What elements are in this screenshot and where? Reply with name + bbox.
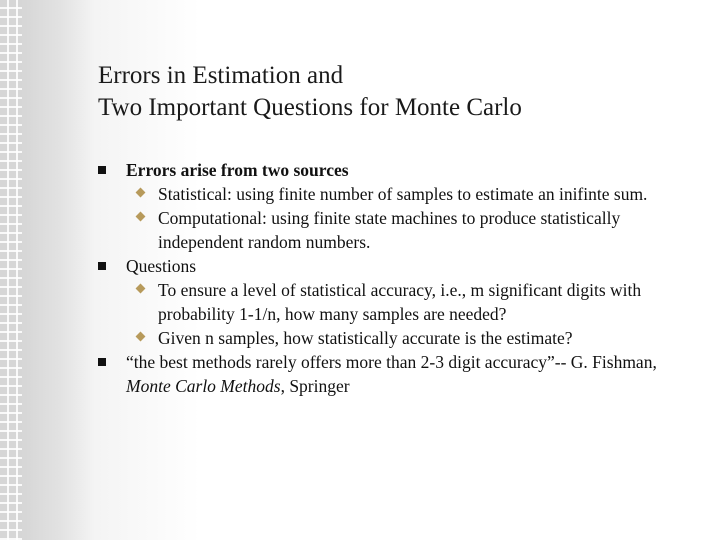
title-line-2: Two Important Questions for Monte Carlo — [98, 94, 522, 121]
sub-bullet-accuracy-question — [98, 278, 698, 326]
sub-bullet-text: Statistical: using finite number of samples to estimate an inifinte sum. — [158, 184, 648, 204]
book-title: Monte Carlo Methods — [126, 376, 281, 396]
slide-title — [98, 60, 698, 124]
quote-text: “the best methods rarely offers more than 2-3 digit accuracy”-- G. Fishman, — [126, 352, 657, 372]
sub-bullet-text: Given n samples, how statistically accurate is the estimate? — [158, 328, 573, 348]
diamond-bullet-icon — [136, 332, 146, 342]
sub-bullet-computational — [98, 206, 698, 254]
title-line-1: Errors in Estimation and — [98, 62, 344, 89]
bullet-errors-sources — [98, 158, 698, 182]
slide-content — [98, 158, 698, 398]
sub-bullet-samples-question — [98, 326, 698, 350]
diamond-bullet-icon — [136, 284, 146, 294]
square-bullet-icon — [98, 166, 106, 174]
bullet-fishman-quote — [98, 350, 698, 398]
decorative-side-strip — [0, 0, 22, 540]
bullet-text: Errors arise from two sources — [126, 160, 349, 180]
square-bullet-icon — [98, 358, 106, 366]
sub-bullet-statistical — [98, 182, 698, 206]
square-bullet-icon — [98, 262, 106, 270]
diamond-bullet-icon — [136, 188, 146, 198]
diamond-bullet-icon — [136, 212, 146, 222]
publisher-text: , Springer — [280, 376, 350, 396]
bullet-text: Questions — [126, 256, 196, 276]
sub-bullet-text: Computational: using finite state machines to produce statistically independent random numbers. — [158, 208, 621, 252]
sub-bullet-text: To ensure a level of statistical accuracy, i.e., m significant digits with probability 1-1/n, how many samples are needed? — [158, 280, 642, 324]
bullet-questions — [98, 254, 698, 278]
